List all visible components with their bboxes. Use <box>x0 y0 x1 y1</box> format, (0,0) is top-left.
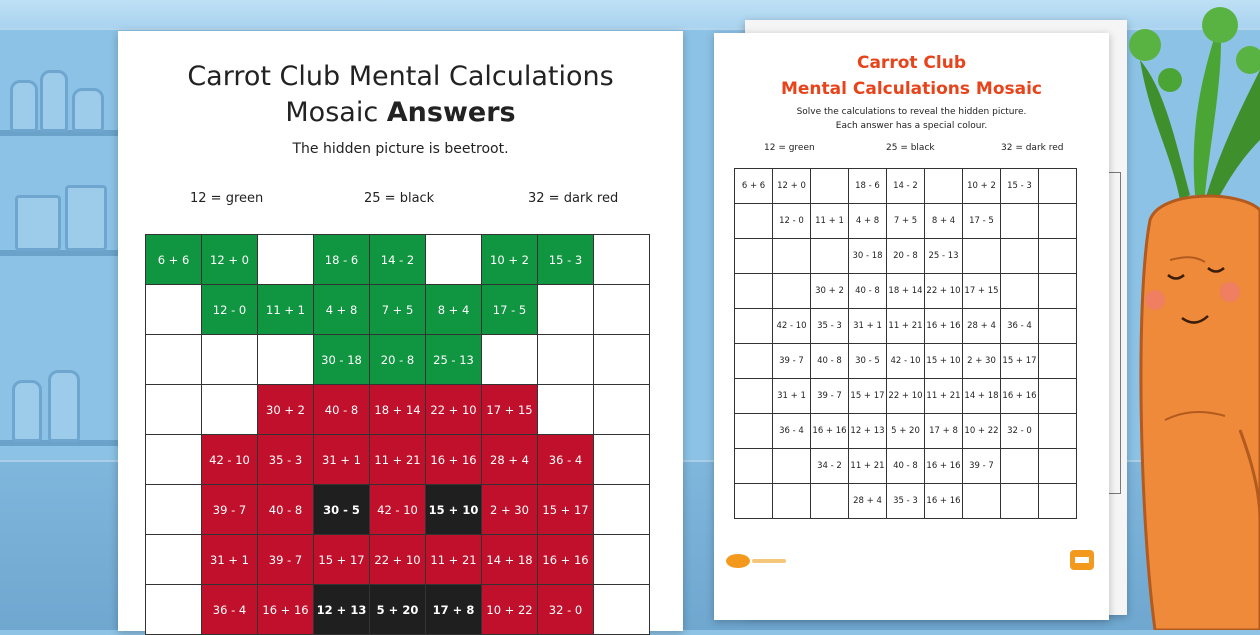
worksheet-cell <box>735 344 773 379</box>
grid-row <box>735 379 1077 414</box>
mosaic-cell: 11 + 21 <box>426 535 482 585</box>
worksheet-cell <box>1039 414 1077 449</box>
worksheet-cell: 12 - 0 <box>773 204 811 239</box>
mosaic-cell <box>146 385 202 435</box>
mosaic-cell: 12 + 0 <box>202 235 258 285</box>
mosaic-cell: 11 + 1 <box>258 285 314 335</box>
worksheet-cell: 16 + 16 <box>925 309 963 344</box>
worksheet-cell <box>811 484 849 519</box>
grid-row <box>146 385 650 435</box>
mosaic-cell <box>538 285 594 335</box>
worksheet-cell <box>963 239 1001 274</box>
worksheet-cell: 17 + 8 <box>925 414 963 449</box>
mosaic-cell <box>594 335 650 385</box>
worksheet-instructions-line2: Each answer has a special colour. <box>835 121 988 131</box>
worksheet-cell: 15 + 17 <box>849 379 887 414</box>
mosaic-cell: 18 - 6 <box>314 235 370 285</box>
worksheet-title-line2: Mental Calculations Mosaic <box>780 79 1042 99</box>
mosaic-cell <box>202 385 258 435</box>
answer-sheet-title-line1: Carrot Club Mental Calculations <box>187 61 614 92</box>
mosaic-cell <box>146 535 202 585</box>
mosaic-cell: 12 + 13 <box>314 585 370 635</box>
grid-row <box>146 435 650 485</box>
worksheet-cell <box>1001 484 1039 519</box>
worksheet-cell: 16 + 16 <box>925 484 963 519</box>
mosaic-cell: 10 + 22 <box>482 585 538 635</box>
worksheet-cell: 11 + 21 <box>925 379 963 414</box>
legend-black: 25 = black <box>364 191 435 206</box>
worksheet-cell: 22 + 10 <box>887 379 925 414</box>
mosaic-cell: 28 + 4 <box>482 435 538 485</box>
mosaic-cell <box>594 285 650 335</box>
worksheet-cell <box>811 169 849 204</box>
mosaic-cell <box>426 235 482 285</box>
mosaic-cell: 17 + 8 <box>426 585 482 635</box>
mosaic-cell: 16 + 16 <box>426 435 482 485</box>
mosaic-cell: 42 - 10 <box>202 435 258 485</box>
worksheet-cell: 40 - 8 <box>811 344 849 379</box>
worksheet-cell: 18 + 14 <box>887 274 925 309</box>
grid-row <box>735 449 1077 484</box>
mosaic-cell: 14 - 2 <box>370 235 426 285</box>
worksheet-cell: 28 + 4 <box>963 309 1001 344</box>
grid-row <box>735 484 1077 519</box>
mosaic-cell <box>146 485 202 535</box>
bottle-icon <box>40 70 68 132</box>
mosaic-cell: 31 + 1 <box>202 535 258 585</box>
worksheet-cell: 14 - 2 <box>887 169 925 204</box>
mosaic-cell <box>538 335 594 385</box>
worksheet-cell <box>1039 449 1077 484</box>
grid-row <box>735 309 1077 344</box>
worksheet-cell: 12 + 0 <box>773 169 811 204</box>
mosaic-cell: 10 + 2 <box>482 235 538 285</box>
mosaic-cell: 6 + 6 <box>146 235 202 285</box>
mosaic-cell: 4 + 8 <box>314 285 370 335</box>
worksheet-cell: 25 - 13 <box>925 239 963 274</box>
jar-icon <box>15 195 61 251</box>
worksheet-cell <box>773 484 811 519</box>
mosaic-cell: 30 + 2 <box>258 385 314 435</box>
grid-row <box>735 414 1077 449</box>
worksheet-cell <box>735 204 773 239</box>
worksheet-cell <box>773 239 811 274</box>
mosaic-cell: 32 - 0 <box>538 585 594 635</box>
mosaic-cell <box>482 335 538 385</box>
bottle-icon <box>72 88 104 132</box>
worksheet-cell: 30 - 5 <box>849 344 887 379</box>
mosaic-cell: 30 - 18 <box>314 335 370 385</box>
worksheet-cell: 15 - 3 <box>1001 169 1039 204</box>
mosaic-cell: 20 - 8 <box>370 335 426 385</box>
mosaic-cell: 35 - 3 <box>258 435 314 485</box>
mosaic-cell: 5 + 20 <box>370 585 426 635</box>
worksheet-cell: 17 + 15 <box>963 274 1001 309</box>
carrot-leaves-icon <box>1129 7 1260 205</box>
mosaic-cell <box>594 585 650 635</box>
worksheet-cell <box>1039 344 1077 379</box>
mosaic-cell <box>538 385 594 435</box>
mosaic-cell <box>202 335 258 385</box>
worksheet-cell <box>925 169 963 204</box>
worksheet-cell: 12 + 13 <box>849 414 887 449</box>
answer-sheet-title-line2: Mosaic Answers <box>285 97 516 128</box>
worksheet-cell <box>1001 204 1039 239</box>
badge-icon <box>1069 549 1095 571</box>
worksheet-cell: 31 + 1 <box>773 379 811 414</box>
legend-dark-red: 32 = dark red <box>528 191 619 206</box>
worksheet-cell: 36 - 4 <box>1001 309 1039 344</box>
answer-mosaic-grid <box>145 234 650 635</box>
worksheet-cell: 16 + 16 <box>925 449 963 484</box>
mosaic-cell <box>146 285 202 335</box>
worksheet-mosaic-grid <box>734 168 1077 519</box>
mosaic-cell: 2 + 30 <box>482 485 538 535</box>
mosaic-cell <box>594 435 650 485</box>
worksheet-legend-dark-red: 32 = dark red <box>1001 143 1064 153</box>
mosaic-cell: 12 - 0 <box>202 285 258 335</box>
carrot-character <box>1110 0 1260 630</box>
worksheet-cell: 10 + 2 <box>963 169 1001 204</box>
worksheet-cell <box>1039 484 1077 519</box>
mosaic-cell: 17 + 15 <box>482 385 538 435</box>
worksheet-cell: 22 + 10 <box>925 274 963 309</box>
grid-row <box>735 274 1077 309</box>
worksheet-cell <box>1039 309 1077 344</box>
worksheet-cell: 5 + 20 <box>887 414 925 449</box>
worksheet-cell: 39 - 7 <box>963 449 1001 484</box>
bottle-icon <box>48 370 80 442</box>
grid-row <box>735 239 1077 274</box>
mosaic-cell: 36 - 4 <box>202 585 258 635</box>
worksheet-cell: 8 + 4 <box>925 204 963 239</box>
worksheet-cell <box>735 449 773 484</box>
worksheet-cell: 18 - 6 <box>849 169 887 204</box>
worksheet-cell <box>735 239 773 274</box>
bottle-icon <box>12 380 42 442</box>
worksheet-cell <box>811 239 849 274</box>
mosaic-cell: 22 + 10 <box>370 535 426 585</box>
legend-green: 12 = green <box>190 191 264 206</box>
worksheet-cell: 4 + 8 <box>849 204 887 239</box>
worksheet-cell <box>735 309 773 344</box>
mosaic-cell: 30 - 5 <box>314 485 370 535</box>
worksheet-cell: 31 + 1 <box>849 309 887 344</box>
mosaic-cell: 17 - 5 <box>482 285 538 335</box>
mosaic-cell: 15 - 3 <box>538 235 594 285</box>
mosaic-cell <box>146 435 202 485</box>
mosaic-cell <box>594 535 650 585</box>
worksheet-cell: 20 - 8 <box>887 239 925 274</box>
worksheet-cell: 39 - 7 <box>811 379 849 414</box>
worksheet-cell <box>1001 274 1039 309</box>
mosaic-cell: 15 + 17 <box>314 535 370 585</box>
worksheet-cell <box>735 484 773 519</box>
grid-row <box>146 235 650 285</box>
twinkl-logo <box>724 553 789 569</box>
worksheet-cell: 36 - 4 <box>773 414 811 449</box>
worksheet-cell <box>735 414 773 449</box>
worksheet-cell: 17 - 5 <box>963 204 1001 239</box>
worksheet-legend-black: 25 = black <box>886 143 935 153</box>
mosaic-cell: 14 + 18 <box>482 535 538 585</box>
worksheet-cell: 42 - 10 <box>773 309 811 344</box>
mosaic-cell: 16 + 16 <box>538 535 594 585</box>
worksheet-cell: 35 - 3 <box>887 484 925 519</box>
worksheet-cell: 2 + 30 <box>963 344 1001 379</box>
mosaic-cell: 18 + 14 <box>370 385 426 435</box>
worksheet-cell <box>1039 239 1077 274</box>
mosaic-cell: 40 - 8 <box>258 485 314 535</box>
worksheet-cell: 16 + 16 <box>811 414 849 449</box>
mosaic-cell: 16 + 16 <box>258 585 314 635</box>
mosaic-cell <box>594 485 650 535</box>
mosaic-cell: 8 + 4 <box>426 285 482 335</box>
mosaic-cell <box>594 235 650 285</box>
worksheet-cell: 16 + 16 <box>1001 379 1039 414</box>
worksheet-cell <box>1039 204 1077 239</box>
worksheet-cell: 28 + 4 <box>849 484 887 519</box>
worksheet-cell: 40 - 8 <box>887 449 925 484</box>
worksheet-cell: 34 - 2 <box>811 449 849 484</box>
grid-row <box>146 335 650 385</box>
worksheet-instructions-line1: Solve the calculations to reveal the hidden picture. <box>796 107 1027 117</box>
jar-icon <box>65 185 107 251</box>
worksheet-cell: 14 + 18 <box>963 379 1001 414</box>
worksheet-cell: 11 + 21 <box>887 309 925 344</box>
grid-row <box>735 169 1077 204</box>
worksheet-title-line1: Carrot Club <box>856 53 966 73</box>
worksheet-cell <box>735 274 773 309</box>
mosaic-cell: 7 + 5 <box>370 285 426 335</box>
mosaic-cell: 39 - 7 <box>258 535 314 585</box>
mosaic-cell <box>258 235 314 285</box>
worksheet-cell: 32 - 0 <box>1001 414 1039 449</box>
mosaic-cell <box>146 585 202 635</box>
mosaic-cell: 36 - 4 <box>538 435 594 485</box>
worksheet-cell <box>735 379 773 414</box>
mosaic-cell: 40 - 8 <box>314 385 370 435</box>
mosaic-cell: 31 + 1 <box>314 435 370 485</box>
worksheet-legend-green: 12 = green <box>764 143 815 153</box>
worksheet-cell <box>1001 239 1039 274</box>
worksheet-cell: 15 + 17 <box>1001 344 1039 379</box>
worksheet-cell <box>1039 169 1077 204</box>
mosaic-cell: 15 + 17 <box>538 485 594 535</box>
worksheet-cell <box>1001 449 1039 484</box>
worksheet-cell: 39 - 7 <box>773 344 811 379</box>
mosaic-cell: 22 + 10 <box>426 385 482 435</box>
grid-row <box>146 535 650 585</box>
worksheet-cell: 30 - 18 <box>849 239 887 274</box>
worksheet-cell: 30 + 2 <box>811 274 849 309</box>
worksheet-cell <box>963 484 1001 519</box>
grid-row <box>146 485 650 535</box>
worksheet-cell: 11 + 21 <box>849 449 887 484</box>
worksheet-cell: 11 + 1 <box>811 204 849 239</box>
worksheet-cell: 35 - 3 <box>811 309 849 344</box>
worksheet-cell: 6 + 6 <box>735 169 773 204</box>
worksheet <box>714 33 1109 620</box>
grid-row <box>735 204 1077 239</box>
worksheet-cell <box>773 449 811 484</box>
mosaic-cell: 42 - 10 <box>370 485 426 535</box>
mosaic-cell: 11 + 21 <box>370 435 426 485</box>
grid-row <box>146 285 650 335</box>
worksheet-cell: 42 - 10 <box>887 344 925 379</box>
mosaic-cell: 25 - 13 <box>426 335 482 385</box>
worksheet-cell: 15 + 10 <box>925 344 963 379</box>
worksheet-cell: 7 + 5 <box>887 204 925 239</box>
answer-sheet <box>118 31 683 631</box>
mosaic-cell: 39 - 7 <box>202 485 258 535</box>
grid-row <box>146 585 650 635</box>
worksheet-cell: 40 - 8 <box>849 274 887 309</box>
mosaic-cell <box>258 335 314 385</box>
worksheet-cell <box>1039 274 1077 309</box>
mosaic-cell <box>146 335 202 385</box>
carrot-body <box>1141 196 1260 630</box>
answer-sheet-subtitle: The hidden picture is beetroot. <box>292 141 509 157</box>
grid-row <box>735 344 1077 379</box>
worksheet-cell <box>1039 379 1077 414</box>
mosaic-cell <box>594 385 650 435</box>
bottle-icon <box>10 80 38 132</box>
worksheet-cell <box>773 274 811 309</box>
worksheet-cell: 10 + 22 <box>963 414 1001 449</box>
mosaic-cell: 15 + 10 <box>426 485 482 535</box>
